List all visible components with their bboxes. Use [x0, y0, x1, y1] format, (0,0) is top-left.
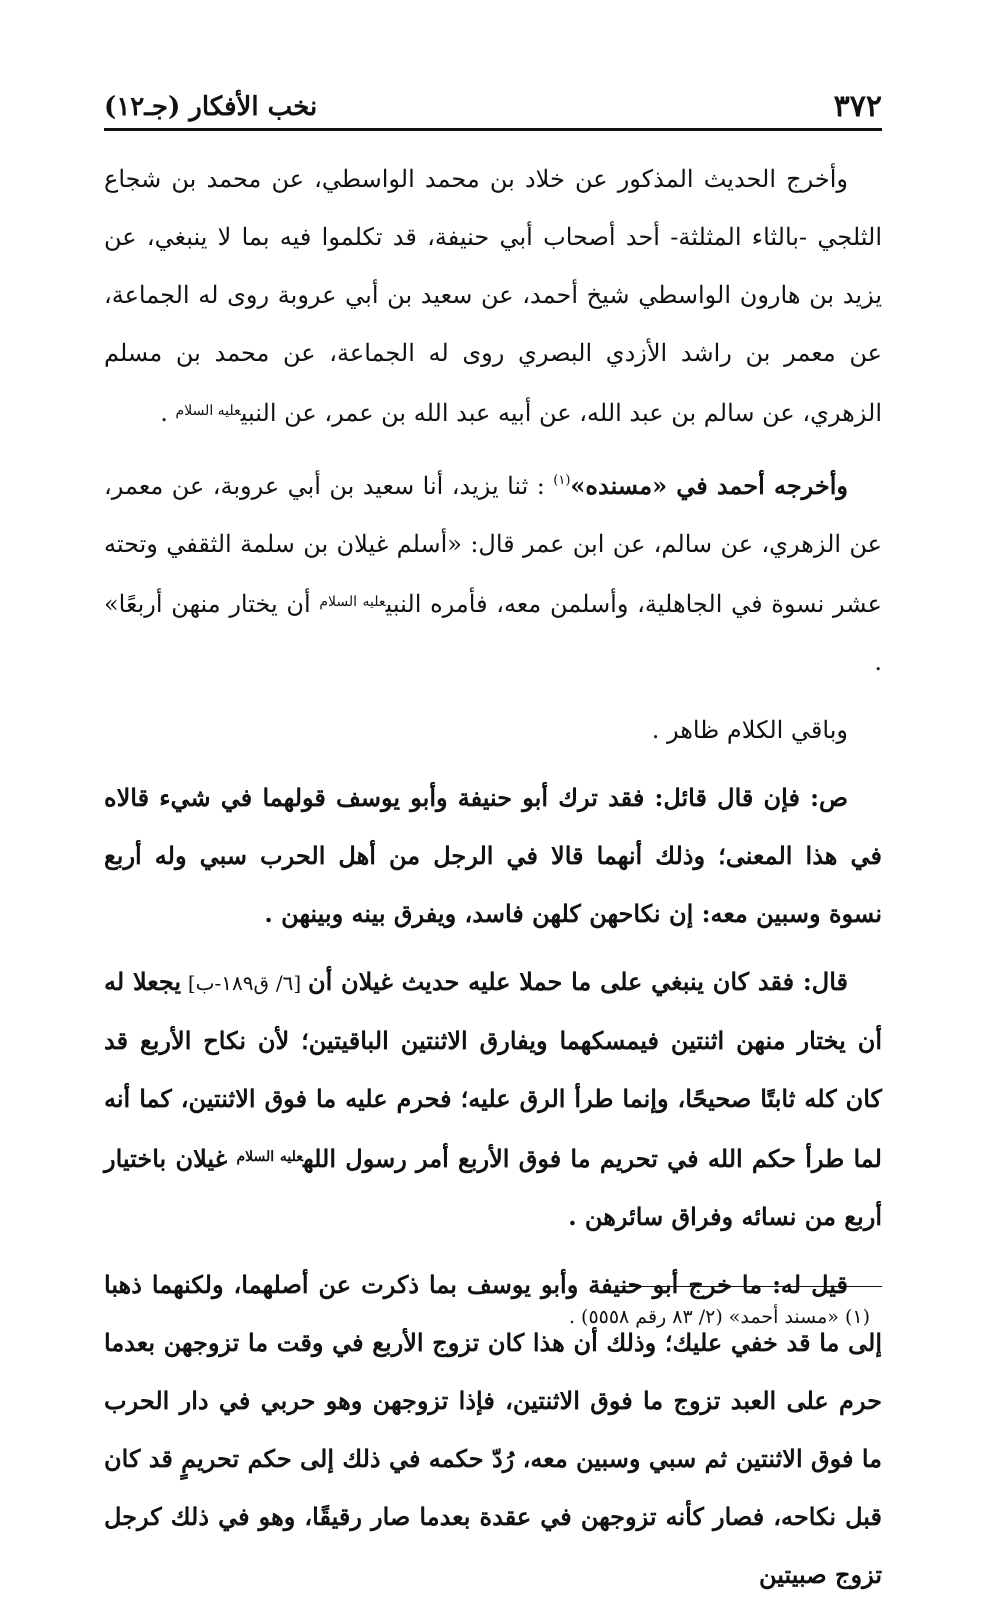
footnote: (١) «مسند أحمد» (٢/ ٨٣ رقم ٥٥٥٨) . — [568, 1306, 870, 1328]
paragraph-text: : ثنا يزيد، أنا سعيد بن أبي عروبة، عن معمر، عن الزهري، عن سالم، عن ابن عمر قال: «أسلم غيلان بن سلمة الثقفي وتحته عشر نسوة في الجاهلية، وأسلمن معه، فأمره النبي — [104, 472, 882, 618]
paragraph-5 — [104, 953, 882, 1246]
paragraph-2 — [104, 452, 882, 691]
paragraph-end: أن يختار منهن أربعًا» . — [104, 590, 882, 676]
paragraph-4 — [104, 769, 882, 943]
paragraph-text: قال: فقد كان ينبغي على ما حملا عليه حديث غيلان أن — [307, 967, 848, 996]
paragraph-lead: وأخرجه أحمد في «مسنده» — [570, 471, 848, 500]
manuscript-reference: [٦/ ق١٨٩-ب] — [181, 971, 308, 995]
running-title: نخب الأفكار (جـ١٢) — [104, 92, 318, 122]
footnote-rule — [620, 1286, 882, 1287]
footnote-marker: (١) — [553, 473, 571, 488]
paragraph-text: وباقي الكلام ظاهر . — [651, 716, 848, 744]
honorific-glyph: عليه السلام — [236, 1149, 304, 1165]
honorific-glyph: عليه السلام — [175, 403, 241, 419]
paragraph-1 — [104, 150, 882, 442]
paragraph-end: . — [160, 399, 176, 427]
paragraph-end: غيلان باختيار أربع من نسائه وفراق سائرهن . — [104, 1144, 882, 1231]
page-number: ٣٧٢ — [833, 89, 882, 124]
paragraph-text: ص: فإن قال قائل: فقد ترك أبو حنيفة وأبو يوسف قولهما في شيء قالاه في هذا المعنى؛ وذلك أنهما قالا في الرجل من أهل الحرب سبي وله أربع نسوة وسبين معه: إن نكاحهن كلهن فاسد، ويفرق بينه وبينهن . — [104, 783, 882, 928]
page-header — [104, 78, 882, 124]
paragraph-text-continued: يجعلا له أن يختار منهن اثنتين فيمسكهما ويفارق الاثنتين الباقيتين؛ لأن نكاح الأربع قد كان كله ثابتًا صحيحًا، وإنما طرأ الرق عليه؛ فحرم عليه ما فوق الاثنتين، كما أنه لما طرأ حكم الله في تحريم ما فوق الأربع أمر رسول الله — [104, 967, 882, 1173]
honorific-glyph: عليه السلام — [319, 594, 386, 610]
paragraph-text: قيل له: ما خرج أبو حنيفة وأبو يوسف بما ذكرت عن أصلهما، ولكنهما ذهبا إلى ما قد خفي عليك؛ وذلك أن هذا كان تزوج الأربع في وقت ما تزوجهن بعدما حرم على العبد تزوج ما فوق الاثنتين، فإذا تزوجهن وهو حربي في دار الحرب ما فوق الاثنتين ثم سبي وسبين معه، رُدّ حكمه في ذلك إلى حكم تحريمٍ قد كان قبل نكاحه، فصار كأنه تزوجهن في عقدة بعدما صار رقيقًا، وهو في ذلك كرجل تزوج صبيتين — [104, 1270, 882, 1589]
header-rule — [104, 128, 882, 131]
main-text — [104, 150, 882, 1614]
paragraph-3 — [104, 701, 882, 759]
paragraph-text: وأخرج الحديث المذكور عن خلاد بن محمد الواسطي، عن محمد بن شجاع الثلجي -بالثاء المثلثة- أحد أصحاب أبي حنيفة، قد تكلموا فيه بما لا ينبغي، عن يزيد بن هارون الواسطي شيخ أحمد، عن سعيد بن أبي عروبة روى له الجماعة، عن معمر بن راشد الأزدي البصري روى له الجماعة، عن محمد بن مسلم الزهري، عن سالم بن عبد الله، عن أبيه عبد الله بن عمر، عن النبي — [104, 165, 882, 427]
